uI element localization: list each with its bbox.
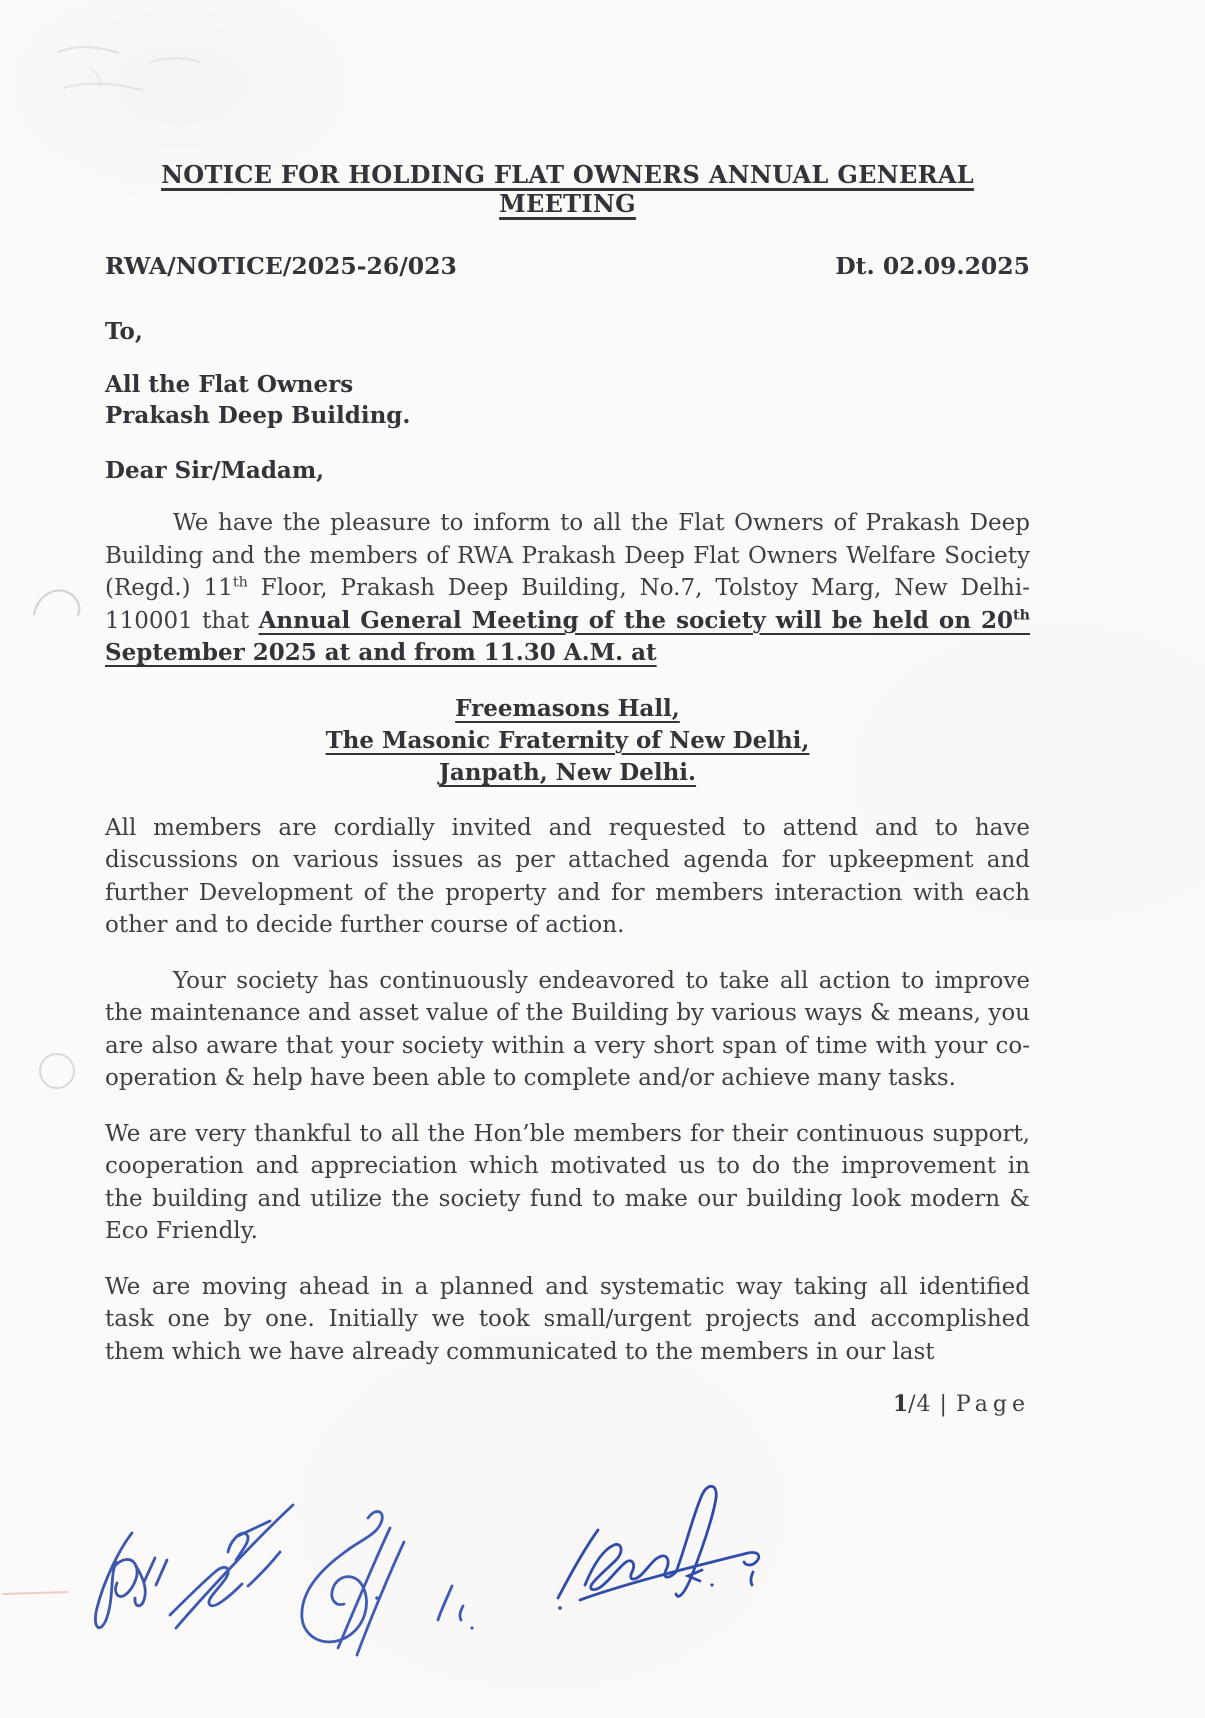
superscript-th: th bbox=[1013, 606, 1030, 623]
venue-line bbox=[105, 725, 1030, 757]
signature-3 bbox=[302, 1511, 474, 1655]
to-label: To, bbox=[105, 318, 143, 345]
venue-line bbox=[105, 693, 1030, 725]
greeting: Dear Sir/Madam, bbox=[105, 457, 325, 484]
page-number-separator: /4 | bbox=[908, 1392, 956, 1417]
scan-artifact-arc bbox=[34, 590, 79, 615]
signature-1 bbox=[95, 1533, 167, 1628]
page-word: Page bbox=[955, 1392, 1030, 1417]
signature-2 bbox=[170, 1505, 293, 1628]
paragraph-moving: We are moving ahead in a planned and systematic way taking all identified task one by one. Initially we took small/urgent projects and accomplished them which we have already communicated to the members in our last bbox=[105, 1273, 1030, 1365]
intro-text: Floor, Prakash Deep Building, No.7, Tolstoy Marg, New Delhi-110001 that bbox=[105, 575, 1030, 634]
paragraph-invitation: All members are cordially invited and requested to attend and to have discussions on various issues as per attached agenda for upkeepment and further Development of the property and for members interaction with each other and to decide further course of action. bbox=[105, 814, 1030, 938]
venue-block bbox=[105, 693, 1030, 789]
scan-artifact-marks bbox=[58, 47, 200, 90]
notice-date: Dt. 02.09.2025 bbox=[835, 252, 1030, 280]
announcement-text: September 2025 at and from 11.30 A.M. at bbox=[105, 639, 657, 666]
paragraph-intro bbox=[105, 507, 1030, 670]
addressee-line: Prakash Deep Building. bbox=[105, 402, 411, 429]
addressee-block bbox=[105, 369, 1030, 431]
venue-name: Freemasons Hall, bbox=[455, 694, 680, 722]
reference-number: RWA/NOTICE/2025-26/023 bbox=[105, 252, 457, 280]
addressee-line: All the Flat Owners bbox=[105, 371, 354, 398]
page-number-current: 1 bbox=[892, 1391, 909, 1417]
page-number bbox=[105, 1391, 1030, 1417]
reference-row bbox=[105, 252, 1030, 280]
venue-organisation: The Masonic Fraternity of New Delhi, bbox=[325, 726, 810, 754]
paragraph-thankful: We are very thankful to all the Hon’ble members for their continuous support, cooperation and appreciation which motivated us to do the improvement in the building and utilize the society fund to make our building look modern & Eco Friendly. bbox=[105, 1120, 1030, 1244]
scan-artifact-pink-line bbox=[2, 1592, 68, 1594]
intro-text: We have the pleasure to inform to all the Flat Owners of Prakash Deep Building and the members of RWA Prakash Deep Flat Owners Welfare Society (Regd.) 11 bbox=[105, 510, 1030, 601]
superscript-th: th bbox=[232, 574, 248, 591]
venue-line bbox=[105, 757, 1030, 789]
notice-title: NOTICE FOR HOLDING FLAT OWNERS ANNUAL GENERAL MEETING bbox=[161, 160, 974, 218]
paragraph-society: Your society has continuously endeavored to take all action to improve the maintenance and asset value of the Building by various ways & means, you are also aware that your society within a very short span of time with your co-operation & help have been able to complete and/or achieve many tasks. bbox=[105, 967, 1030, 1091]
scan-artifact-circle bbox=[40, 1054, 74, 1088]
letter-content bbox=[105, 160, 1030, 1417]
signature-4 bbox=[558, 1486, 759, 1610]
venue-address: Janpath, New Delhi. bbox=[438, 758, 697, 786]
announcement-text: Annual General Meeting of the society will be held on 20 bbox=[258, 606, 1014, 634]
